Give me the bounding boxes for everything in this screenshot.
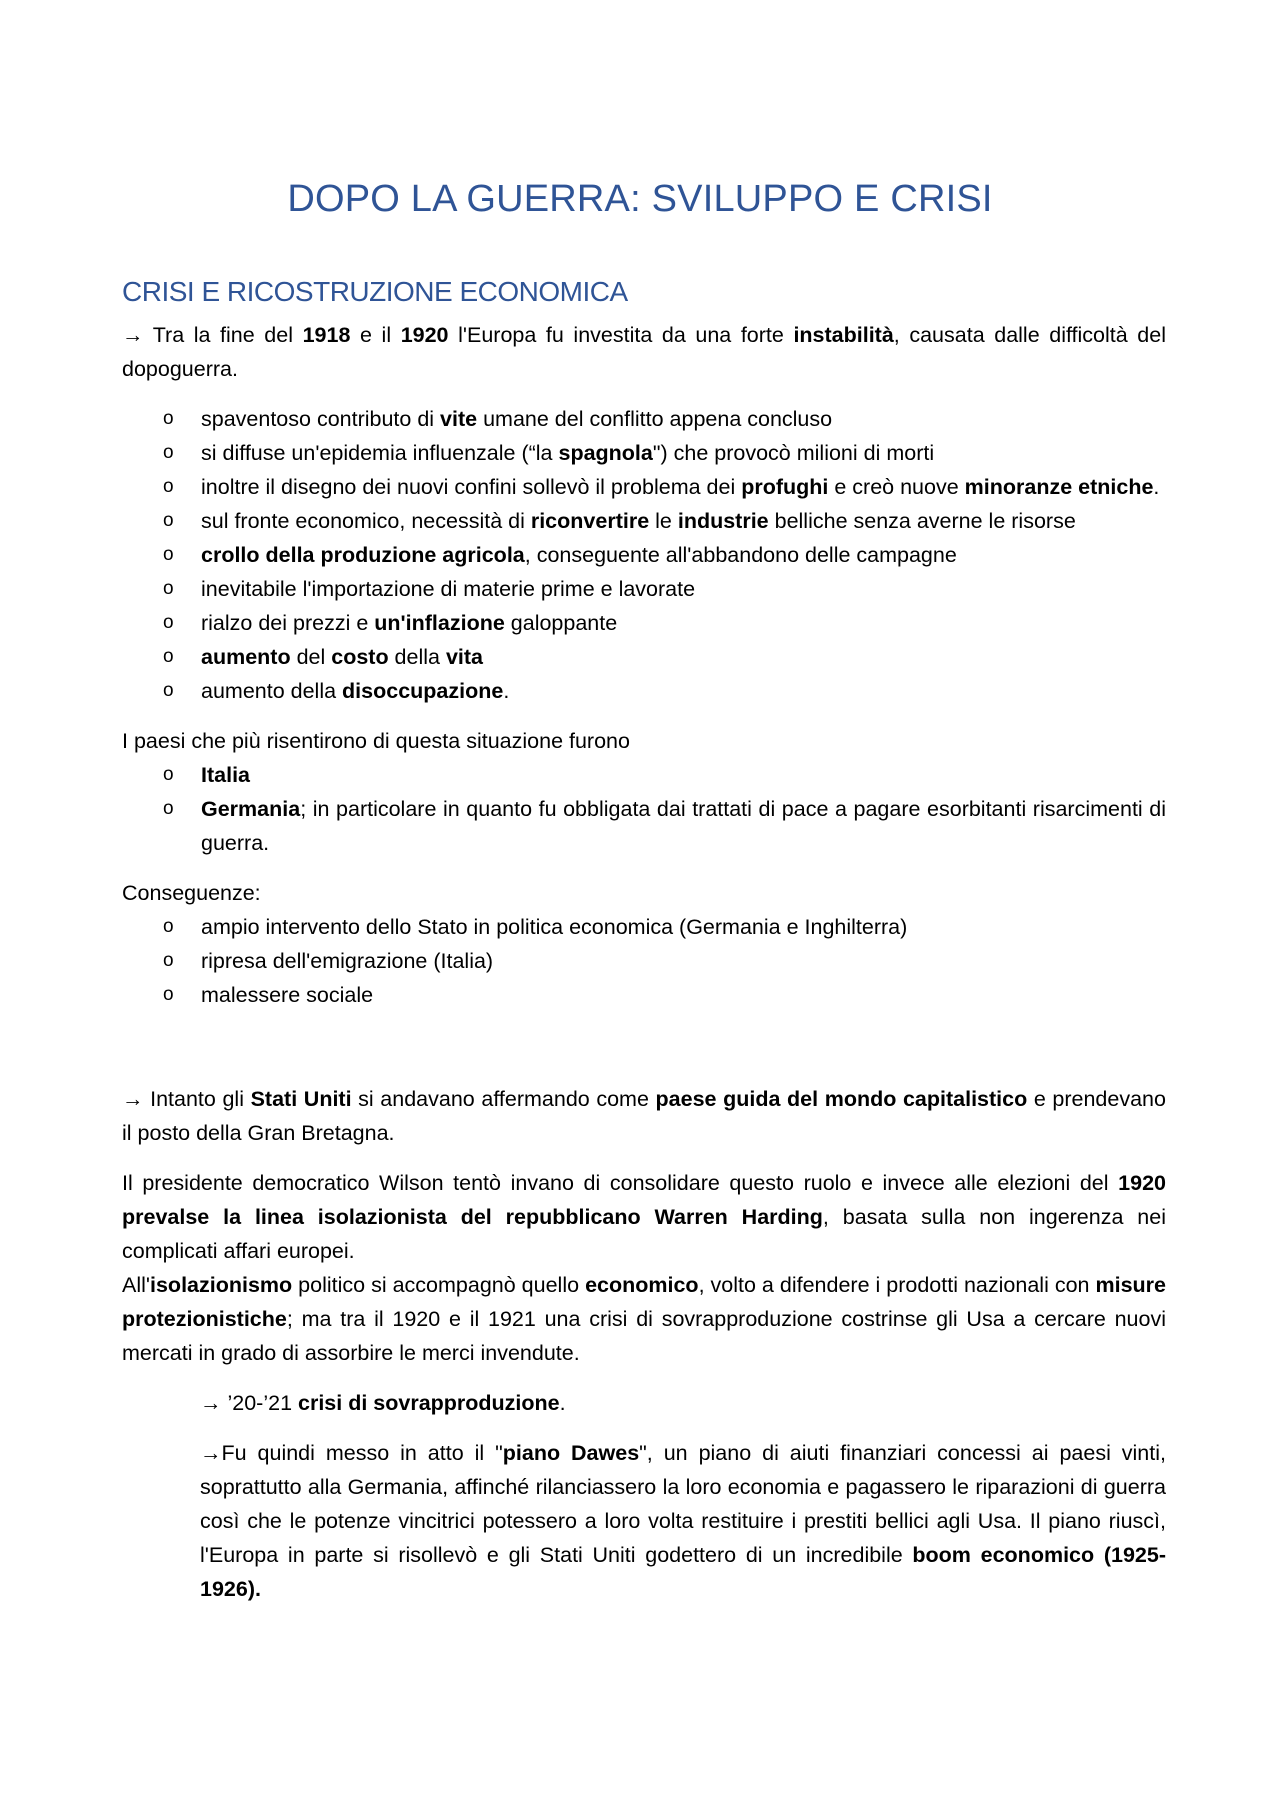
paragraph-usa: → Intanto gli Stati Uniti si andavano affermando come paese guida del mondo capitalistico e prendevano il posto della Gran Bretagna.: [122, 1087, 1166, 1145]
list-item: o Germania; in particolare in quanto fu obbligata dai trattati di pace a pagare esorbitanti risarcimenti di guerra.: [122, 792, 1166, 860]
paragraph-intro: → Tra la fine del 1918 e il 1920 l'Europa fu investita da una forte instabilità, causata dalle difficoltà del dopoguerra.: [122, 323, 1167, 381]
circle-bullet-icon: o: [163, 578, 174, 599]
circle-bullet-icon: o: [163, 442, 174, 463]
arrow-icon: →: [200, 1391, 228, 1415]
list-item: o inoltre il disegno dei nuovi confini sollevò il problema dei profughi e creò nuove minoranze etniche.: [122, 470, 1166, 504]
circle-bullet-icon: o: [163, 950, 174, 971]
list-item: o malessere sociale: [122, 978, 1166, 1012]
list-item: o inevitabile l'importazione di materie prime e lavorate: [122, 572, 1166, 606]
circle-bullet-icon: o: [163, 646, 174, 667]
circle-bullet-icon: o: [163, 764, 174, 785]
paragraph-dawes: →Fu quindi messo in atto il "piano Dawes", un piano di aiuti finanziari concessi ai paesi vinti, soprattutto alla Germania, affinché rilanciassero la loro economia e pagassero le riparazioni di guerra così che le potenze vincitrici potessero a loro volta restituire i prestiti bellici agli Usa. Il piano riuscì, l'Europa in parte si risollevò e gli Stati Uniti godettero di un incredibile boom economico (1925-1926).: [200, 1441, 1166, 1601]
circle-bullet-icon: o: [163, 680, 174, 701]
list-item: o spaventoso contributo di vite umane del conflitto appena concluso: [122, 402, 1166, 436]
list-item: o rialzo dei prezzi e un'inflazione galoppante: [122, 606, 1166, 640]
circle-bullet-icon: o: [163, 612, 174, 633]
circle-bullet-icon: o: [163, 916, 174, 937]
list-item: o aumento del costo della vita: [122, 640, 1166, 674]
document-title: DOPO LA GUERRA: SVILUPPO E CRISI: [287, 178, 993, 220]
countries-list: [122, 758, 1166, 860]
paragraph-consequences: Conseguenze:: [122, 881, 261, 905]
arrow-icon: →: [122, 323, 153, 347]
consequences-list: [122, 910, 1166, 1012]
list-item: o ripresa dell'emigrazione (Italia): [122, 944, 1166, 978]
arrow-icon: →: [200, 1441, 222, 1465]
circle-bullet-icon: o: [163, 984, 174, 1005]
arrow-icon: →: [122, 1087, 151, 1111]
circle-bullet-icon: o: [163, 798, 174, 819]
paragraph-crisis: → ’20-’21 crisi di sovrapproduzione.: [200, 1391, 566, 1415]
list-item: o Italia: [122, 758, 1166, 792]
document-body: [122, 318, 1166, 1606]
causes-list: [122, 402, 1166, 708]
list-item: o ampio intervento dello Stato in politica economica (Germania e Inghilterra): [122, 910, 1166, 944]
list-item: o sul fronte economico, necessità di riconvertire le industrie belliche senza averne le risorse: [122, 504, 1166, 538]
list-item: o si diffuse un'epidemia influenzale (“la spagnola") che provocò milioni di morti: [122, 436, 1166, 470]
list-item: o crollo della produzione agricola, conseguente all'abbandono delle campagne: [122, 538, 1166, 572]
circle-bullet-icon: o: [163, 408, 174, 429]
circle-bullet-icon: o: [163, 510, 174, 531]
circle-bullet-icon: o: [163, 476, 174, 497]
circle-bullet-icon: o: [163, 544, 174, 565]
paragraph-countries: I paesi che più risentirono di questa situazione furono: [122, 729, 630, 753]
list-item: o aumento della disoccupazione.: [122, 674, 1166, 708]
paragraph-isolationism: All'isolazionismo politico si accompagnò quello economico, volto a difendere i prodotti nazionali con misure protezionistiche; ma tra il 1920 e il 1921 una crisi di sovrapproduzione costrinse gli Usa a cercare nuovi mercati in grado di assorbire le merci invendute.: [122, 1273, 1166, 1365]
paragraph-wilson: Il presidente democratico Wilson tentò invano di consolidare questo ruolo e invece alle elezioni del 1920 prevalse la linea isolazionista del repubblicano Warren Harding, basata sulla non ingerenza nei complicati affari europei.: [122, 1171, 1166, 1263]
section-heading: CRISI E RICOSTRUZIONE ECONOMICA: [122, 276, 628, 307]
